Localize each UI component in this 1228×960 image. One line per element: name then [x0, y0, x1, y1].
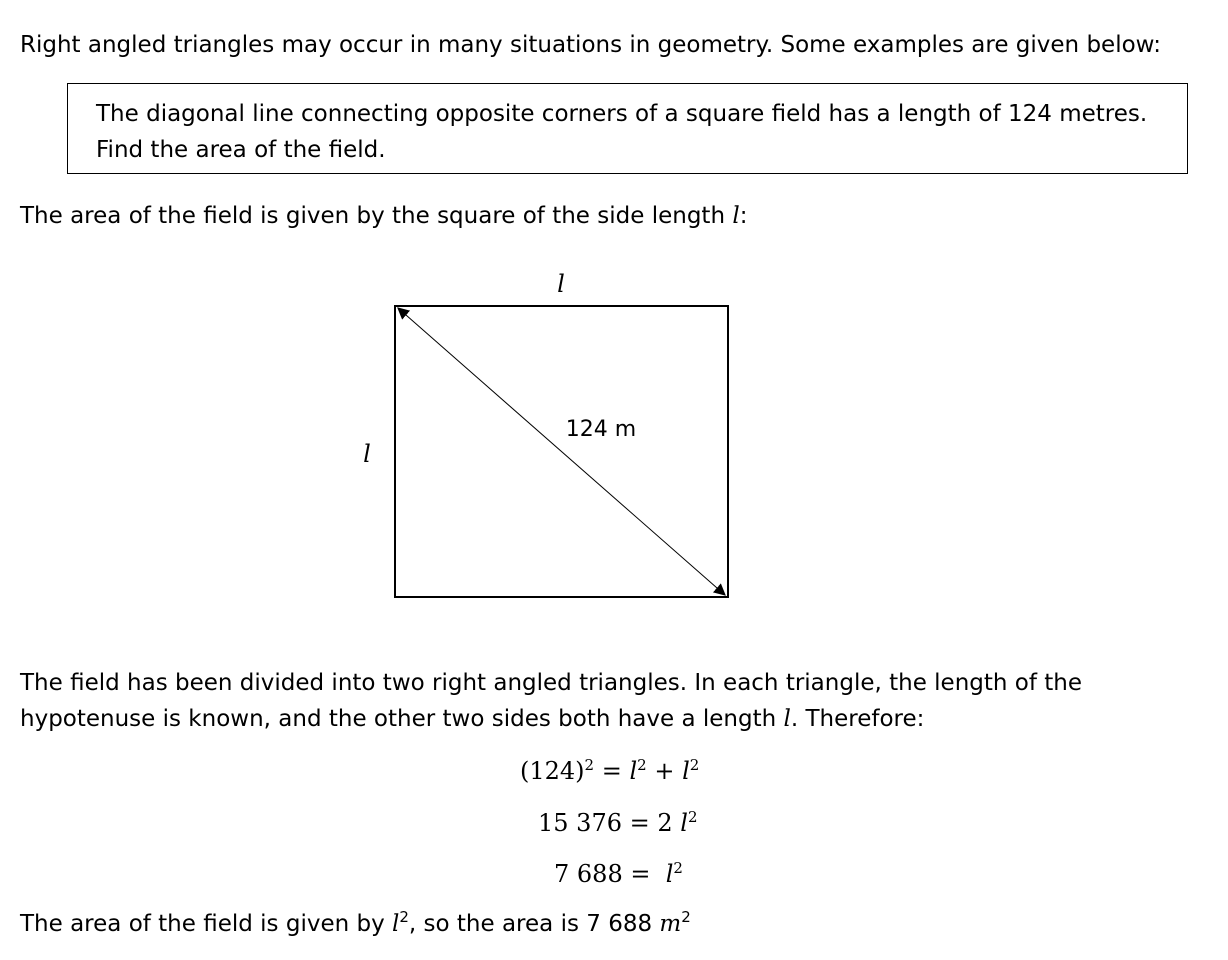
eq1-plus: + — [646, 757, 683, 785]
eq3-lhs: 7 688 — [554, 860, 623, 888]
left-side-label: l — [363, 440, 371, 468]
conclusion-mid: , so the area is 7 688 — [408, 911, 660, 937]
eq1-lhs: (124) — [520, 757, 585, 785]
conclusion-var: l — [392, 911, 400, 937]
area-statement-var: l — [732, 203, 740, 229]
explanation-line-2-text: hypotenuse is known, and the other two sides both have a length — [20, 706, 784, 732]
conclusion-var-exp: 2 — [399, 908, 409, 926]
top-side-label: l — [557, 270, 565, 298]
eq2-exp: 2 — [687, 808, 698, 826]
eq2-var: l — [680, 809, 688, 837]
diagonal-length-label: 124 m — [565, 417, 637, 442]
diagonal-arrow — [398, 308, 725, 595]
equation-2 — [538, 805, 697, 841]
eq1-term-2: l — [682, 757, 690, 785]
problem-line-1: The diagonal line connecting opposite corners of a square field has a length of 124 metres. — [96, 101, 1148, 127]
intro-text: Right angled triangles may occur in many situations in geometry. Some examples are given below: — [20, 32, 1161, 58]
conclusion-unit: m — [659, 911, 682, 937]
eq1-term-1: l — [629, 757, 638, 785]
eq1-term-2-exp: 2 — [689, 756, 700, 774]
conclusion-text: The area of the field is given by — [20, 911, 393, 937]
eq1-term-1-exp: 2 — [637, 756, 647, 774]
eq1-lhs-exp: 2 — [584, 756, 595, 774]
eq2-lhs: 15 376 — [538, 809, 622, 837]
eq1-equals: = — [594, 757, 630, 785]
explanation-line-2-suffix: . Therefore: — [790, 706, 925, 732]
conclusion-unit-exp: 2 — [681, 908, 691, 926]
equation-3 — [554, 856, 683, 892]
eq3-exp: 2 — [673, 859, 683, 877]
area-statement-text: The area of the field is given by the square of the side length — [20, 203, 733, 229]
explanation-line-2 — [20, 701, 924, 737]
eq2-equals: = 2 — [621, 809, 681, 837]
explanation-var: l — [783, 706, 791, 732]
eq3-var: l — [665, 860, 674, 888]
explanation-line-1: The field has been divided into two right angled triangles. In each triangle, the length of the — [20, 670, 1083, 696]
problem-line-2: Find the area of the field. — [96, 137, 386, 163]
area-statement-suffix: : — [739, 203, 748, 229]
conclusion — [20, 906, 691, 942]
eq3-equals: = — [622, 860, 666, 888]
equation-1 — [520, 753, 699, 789]
